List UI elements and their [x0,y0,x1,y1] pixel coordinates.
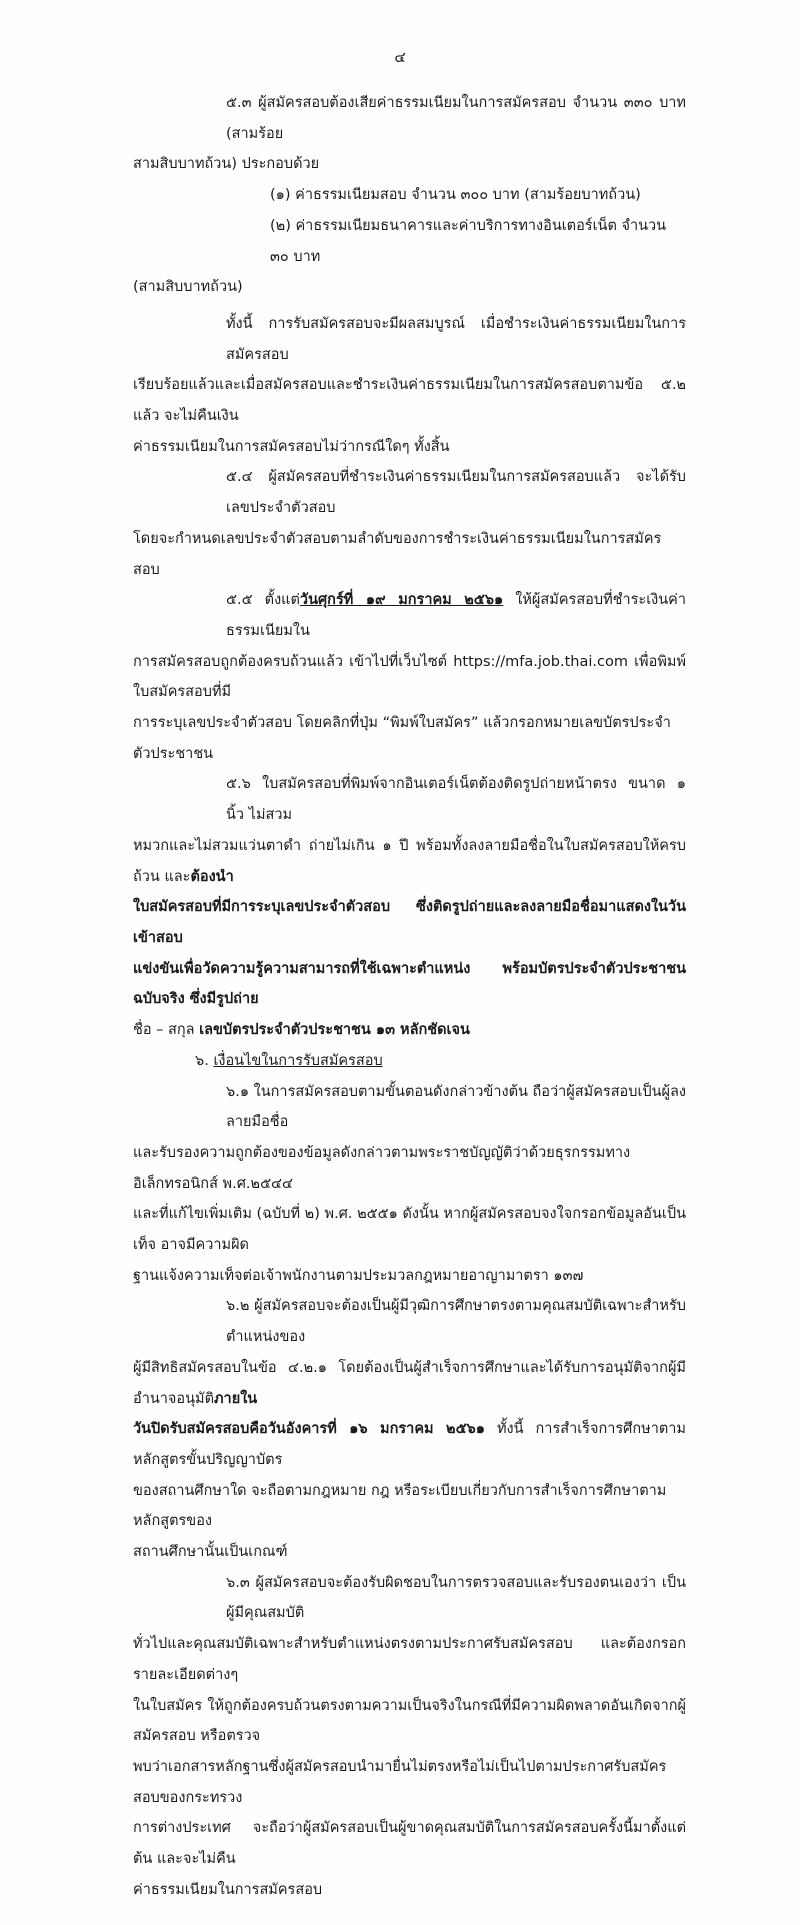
bold-text: ต้องนำ [190,868,234,885]
text-line [133,1138,686,1199]
text-line [133,1476,686,1537]
text-line [133,1199,686,1260]
text-line [133,1537,686,1568]
text-run: ๖.๑ ในการสมัครสอบตามขั้นตอนดังกล่าวข้างต้น ถือว่าผู้สมัครสอบเป็นผู้ลงลายมือชื่อ [226,1083,686,1131]
text-run: ทั่วไปและคุณสมบัติเฉพาะสำหรับตำแหน่งตรงตามประกาศรับสมัครสอบ และต้องกรอกรายละเอียดต่างๆ [133,1636,686,1683]
text-line [133,1875,686,1906]
text-line [133,1629,686,1690]
text-line [133,1261,686,1292]
text-line [270,180,686,211]
bold-text: เลขบัตรประจำตัวประชาชน ๑๓ หลักชัดเจน [199,1022,470,1039]
bold-text: ใบสมัครสอบที่มีการระบุเลขประจำตัวสอบ ซึ่งติดรูปถ่ายและลงลายมือชื่อมาแสดงในวันเข้าสอบ [133,899,686,946]
text-run: ของสถานศึกษาใด จะถือตามกฎหมาย กฎ หรือระเบียบเกี่ยวกับการสำเร็จการศึกษาตามหลักสูตรของ [133,1482,667,1530]
text-line [226,1077,686,1138]
text-run: (๒) ค่าธรรมเนียมธนาคารและค่าบริการทางอินเตอร์เน็ต จำนวน ๓๐ บาท [270,217,667,265]
text-run: ๖.๓ ผู้สมัครสอบจะต้องรับผิดชอบในการตรวจสอบและรับรองตนเองว่า เป็นผู้มีคุณสมบัติ [226,1574,686,1622]
text-line [133,708,686,769]
text-line [195,1046,686,1077]
text-line [133,892,686,953]
text-line [226,309,686,370]
text-run: โดยจะกำหนดเลขประจำตัวสอบตามลำดับของการชำระเงินค่าธรรมเนียมในการสมัครสอบ [133,530,662,578]
text-run: หมวกและไม่สวมแว่นตาดำ ถ่ายไม่เกิน ๑ ปี พร้อมทั้งลงลายมือชื่อในใบสมัครสอบให้ครบถ้วน และ [133,837,686,885]
text-run: ๕.๓ ผู้สมัครสอบต้องเสียค่าธรรมเนียมในการสมัครสอบ จำนวน ๓๓๐ บาท (สามร้อย [226,95,686,142]
text-run: และรับรองความถูกต้องของข้อมูลดังกล่าวตามพระราชบัญญัติว่าด้วยธุรกรรมทางอิเล็กทรอนิกส์ พ.ศ.๒๕๔๔ [133,1144,631,1192]
text-line [133,647,686,708]
text-run: ฐานแจ้งความเท็จต่อเจ้าพนักงานตามประมวลกฎหมายอาญามาตรา ๑๓๗ [133,1267,584,1284]
text-run: พบว่าเอกสารหลักฐานซึ่งผู้สมัครสอบนำมายื่นไม่ตรงหรือไม่เป็นไปตามประกาศรับสมัครสอบของกระทรวง [133,1758,667,1806]
text-run: และที่แก้ไขเพิ่มเติม (ฉบับที่ ๒) พ.ศ. ๒๕๕๑ ดังนั้น หากผู้สมัครสอบจงใจกรอกข้อมูลอันเป็นเท็จ อาจมีความผิด [133,1206,686,1254]
text-run: ค่าธรรมเนียมในการสมัครสอบไม่ว่ากรณีใดๆ ทั้งสิ้น [133,438,450,455]
text-run: ๖.๒ ผู้สมัครสอบจะต้องเป็นผู้มีวุฒิการศึกษาตรงตามคุณสมบัติเฉพาะสำหรับตำแหน่งของ [226,1298,686,1346]
text-line [133,272,686,303]
text-run: ผู้มีสิทธิสมัครสอบในข้อ ๔.๒.๑ โดยต้องเป็นผู้สำเร็จการศึกษาและได้รับการอนุมัติจากผู้มีอำนาจอนุมัติ [133,1359,686,1407]
text-run: การสมัครสอบถูกต้องครบถ้วนแล้ว เข้าไปที่เว็บไซต์ https://mfa.job.thai.com เพื่อพิมพ์ใบสมัครสอบที่มี [133,653,686,701]
text-run: สามสิบบาทถ้วน) ประกอบด้วย [133,156,320,173]
text-line [226,88,686,149]
text-run: เรียบร้อยแล้วและเมื่อสมัครสอบและชำระเงินค่าธรรมเนียมในการสมัครสอบตามข้อ ๕.๒ แล้ว จะไม่คืนเงิน [133,377,686,425]
text-line [133,1015,686,1046]
text-run: การระบุเลขประจำตัวสอบ โดยคลิกที่ปุ่ม “พิมพ์ใบสมัคร” แล้วกรอกหมายเลขบัตรประจำตัวประชาชน [133,715,671,762]
bold-text: แข่งขันเพื่อวัดความรู้ความสามารถที่ใช้เฉพาะตำแหน่ง พร้อมบัตรประจำตัวประชาชนฉบับจริง ซึ่งมีรูปถ่าย [133,960,686,1008]
text-run: (สามสิบบาทถ้วน) [133,279,243,296]
underlined-text: เงื่อนไขในการรับสมัครสอบ [213,1052,383,1069]
document-body [0,67,800,1925]
text-run: ทั้งนี้ การรับสมัครสอบจะมีผลสมบูรณ์ เมื่อชำระเงินค่าธรรมเนียมในการสมัครสอบ [226,315,686,363]
text-line [226,1568,686,1629]
text-line [270,211,686,272]
text-run: ๕.๕ ตั้งแต่ [226,592,300,609]
bold-text: ภายใน [214,1390,258,1407]
bold-text: วันปิดรับสมัครสอบคือวันอังคารที่ ๑๖ มกราคม ๒๕๖๑ [133,1421,485,1438]
bold-text: วันศุกร์ที่ ๑๙ มกราคม ๒๕๖๑ [299,592,504,609]
page-number: ๔ [394,48,406,66]
text-line [133,370,686,431]
text-run: ทั้งนี้ การสำเร็จการศึกษาตามหลักสูตรขั้นปริญญาบัตร [133,1421,686,1468]
text-run: ๖. [195,1052,214,1069]
text-run: ชื่อ – สกุล [133,1022,200,1039]
text-line [133,1414,686,1475]
text-line [133,1752,686,1813]
text-run: สถานศึกษานั้นเป็นเกณฑ์ [133,1544,288,1561]
text-line [133,432,686,463]
text-line [226,462,686,523]
text-run: ๕.๔ ผู้สมัครสอบที่ชำระเงินค่าธรรมเนียมในการสมัครสอบแล้ว จะได้รับเลขประจำตัวสอบ [226,469,686,517]
text-run: ในใบสมัคร ให้ถูกต้องครบถ้วนตรงตามความเป็นจริงในกรณีที่มีความผิดพลาดอันเกิดจากผู้สมัครสอบ หรือตรวจ [133,1697,686,1745]
text-line [226,769,686,830]
text-run: (๑) ค่าธรรมเนียมสอบ จำนวน ๓๐๐ บาท (สามร้อยบาทถ้วน) [270,187,641,204]
text-line [226,585,686,646]
text-line [133,1353,686,1414]
text-line [133,1691,686,1752]
text-line [133,1813,686,1874]
text-line [133,831,686,892]
text-line [133,149,686,180]
text-run: ๕.๖ ใบสมัครสอบที่พิมพ์จากอินเตอร์เน็ตต้องติดรูปถ่ายหน้าตรง ขนาด ๑ นิ้ว ไม่สวม [226,776,686,824]
text-line [133,524,686,585]
text-line [226,1291,686,1352]
text-run: การต่างประเทศ จะถือว่าผู้สมัครสอบเป็นผู้ขาดคุณสมบัติในการสมัครสอบครั้งนี้มาตั้งแต่ต้น และจะไม่คืน [133,1820,686,1868]
text-run: ค่าธรรมเนียมในการสมัครสอบ [133,1881,323,1898]
text-line [133,954,686,1015]
text-run: ให้ผู้สมัครสอบที่ชำระเงินค่าธรรมเนียมใน [226,592,686,639]
